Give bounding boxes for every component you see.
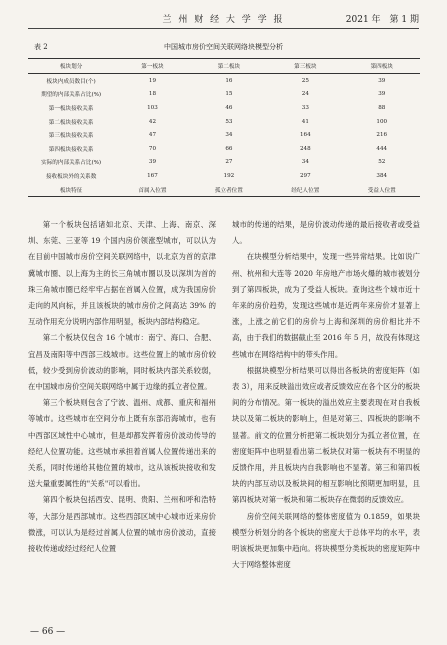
body-paragraph: 房价空间关联网络的整体密度值为 0.1859，如果块模型分析划分的各个板块的密度大于总体平均的水平，表明该板块更加集中趋向。将块模型分类板块的密度矩阵中大于网络整体密度 <box>232 511 420 570</box>
page-number: — 66 — <box>30 627 66 637</box>
column-header: 板块划分 <box>59 64 83 70</box>
table-title: 中国城市房价空间关联网络块模型分析 <box>164 43 283 51</box>
table-row <box>28 88 420 102</box>
body-paragraph: 第一个板块包括诸如北京、天津、上海、南京、深圳、东莞、三亚等 19 个国内房价领涨型城市，可以认为在目前中国城市房价空间关联网络中，以北京为首的京津冀城市圈、以上海为主的长三角城市圈以及以深圳为首的珠三角城市圈已经牢牢占据在首属入位置，成为我国房价走向的风向标，并且该板块的城市房价之间高达 39% 的互动作用充分说明内部作用明显，板块内部结构稳定。 <box>28 220 216 327</box>
table-cell: 444 <box>376 145 388 152</box>
left-column <box>28 217 216 557</box>
table-cell: 103 <box>147 104 158 111</box>
table-cell: 19 <box>148 77 157 84</box>
table-cell: 167 <box>147 172 158 179</box>
table-cell: 42 <box>148 118 157 125</box>
table-row <box>28 128 420 142</box>
table-row <box>28 142 420 156</box>
column-header: 第一板块 <box>141 64 164 70</box>
table-cell: 首属入位置 <box>138 187 167 194</box>
table-cell: 70 <box>148 145 157 152</box>
table-cell: 88 <box>378 104 386 111</box>
column-header: 第四板块 <box>370 64 393 70</box>
row-label: 接收板块外的关系数 <box>45 173 97 180</box>
table-cell: 16 <box>225 77 233 84</box>
running-header <box>28 12 419 29</box>
table-cell: 33 <box>301 104 309 111</box>
table-cell: 216 <box>376 132 388 139</box>
table-cell: 34 <box>225 132 233 139</box>
table-cell: 297 <box>299 172 311 179</box>
column-header: 第三板块 <box>294 64 317 70</box>
table-cell: 39 <box>148 159 157 166</box>
table-cell: 41 <box>301 118 309 125</box>
table-cell: 53 <box>225 118 233 125</box>
table-cell: 164 <box>299 132 311 139</box>
table-row <box>28 169 420 183</box>
right-column <box>232 217 420 573</box>
table-number: 表 2 <box>34 43 48 51</box>
body-paragraph: 第二个板块仅包含 16 个城市：南宁、海口、合肥、宜昌及南阳等中西部三线城市。这些位置上的城市房价较低，较少受到房价波动的影响，同时板块内部关系较弱，在中国城市房价空间关联网络中属于边缘的孤立者位置。 <box>28 333 216 392</box>
table-cell: 46 <box>225 104 233 111</box>
table-row <box>28 101 420 115</box>
row-label: 第一板块接收关系 <box>48 105 94 112</box>
row-label: 板块内成员数目(个) <box>46 78 96 85</box>
table-cell: 100 <box>376 118 388 125</box>
table-cell: 384 <box>376 172 388 179</box>
table-cell: 248 <box>299 145 311 152</box>
table-row <box>28 74 420 88</box>
table-cell: 52 <box>378 159 386 166</box>
table-row <box>28 183 420 197</box>
issue-label: 2021 年 第 1 期 <box>345 15 419 25</box>
table-cell: 66 <box>225 145 233 152</box>
block-model-table <box>28 58 420 197</box>
row-label: 期望的内部关系占比(%) <box>41 92 102 99</box>
table-row <box>28 115 420 129</box>
table-cell: 受益人位置 <box>367 187 396 194</box>
table-caption <box>28 42 419 56</box>
table-cell: 39 <box>378 91 386 98</box>
row-label: 第三板块接收关系 <box>48 133 94 140</box>
body-paragraph: 第三个板块则包含了宁波、温州、成都、重庆和福州等城市。这些城市在空间分布上既有东部沿海城市，也有中西部区域性中心城市，但是却都发挥着房价波动传导的经纪人位置功能。这些城市承担着首属人位置传递出来的关系，同时传递给其他位置的城市，这从该板块接收和发送大量重要属性的"关系"可以看出。 <box>28 398 216 489</box>
column-header: 第二板块 <box>217 64 241 70</box>
body-paragraph: 在块模型分析结果中，发现一些异常结果。比如说广州、杭州和大连等 2020 年房地产市场火爆的城市被划分到了第四板块，成为了受益人板块。查询这些个城市近十年来的房价趋势，发现这些城市是近两年来房价才显著上涨，上涨之前它们的房价与上海和深圳的房价相比并不高，由于我们的数据截止至 2016 年 5 月，故没有体现这些城市在网络结构中的带头作用。 <box>232 252 420 359</box>
row-label: 第二板块接收关系 <box>48 119 94 126</box>
table-cell: 39 <box>378 77 386 84</box>
table-header-row <box>28 59 420 74</box>
table-cell: 192 <box>223 172 235 179</box>
row-label: 第四板块接收关系 <box>48 146 94 153</box>
table-cell: 34 <box>301 159 309 166</box>
table-cell: 25 <box>301 77 309 84</box>
body-paragraph: 第四个板块包括西安、昆明、贵阳、兰州和呼和浩特等，大部分是西部城市。这些西部区域中心城市近来房价微涨，可以认为是经过首属人位置的城市房价波动，直接接收传递或经过经纪人位置 <box>28 495 216 554</box>
table-cell: 24 <box>301 91 309 98</box>
table-cell: 18 <box>148 91 157 98</box>
journal-title: 兰 州 财 经 大 学 学 报 <box>162 15 285 25</box>
table-cell: 经纪人位置 <box>291 187 320 194</box>
row-label: 实际的内部关系占比(%) <box>41 160 102 167</box>
body-paragraph: 根据块模型分析结果可以得出各板块的密度矩阵（如表 3），用来反映溢出效应或者反馈效应在各个区分的板块间的分布情况。第一板块的溢出效应主要表现在对自我板块以及第二板块的影响上，但是对第三、四板块的影响不显著。前文的位置分析把第二板块划分为孤立者位置，在密度矩阵中也明显看出第二板块仅对第一板块有不明显的反馈作用，并且板块内自我影响也不显著。第三和第四板块的内部互动以及板块间的相互影响比预期更加明显，且第四板块对第一板块和第二板块存在微弱的反馈效应。 <box>232 365 420 505</box>
row-label: 板块特征 <box>59 187 83 194</box>
table-cell: 孤立者位置 <box>214 187 243 194</box>
table-cell: 15 <box>225 91 233 98</box>
table-cell: 27 <box>225 159 233 166</box>
body-paragraph: 城市的传递的结果，是房价波动传递的最后接收者或受益人。 <box>232 220 420 246</box>
table-cell: 47 <box>148 132 157 139</box>
table-row <box>28 156 420 170</box>
